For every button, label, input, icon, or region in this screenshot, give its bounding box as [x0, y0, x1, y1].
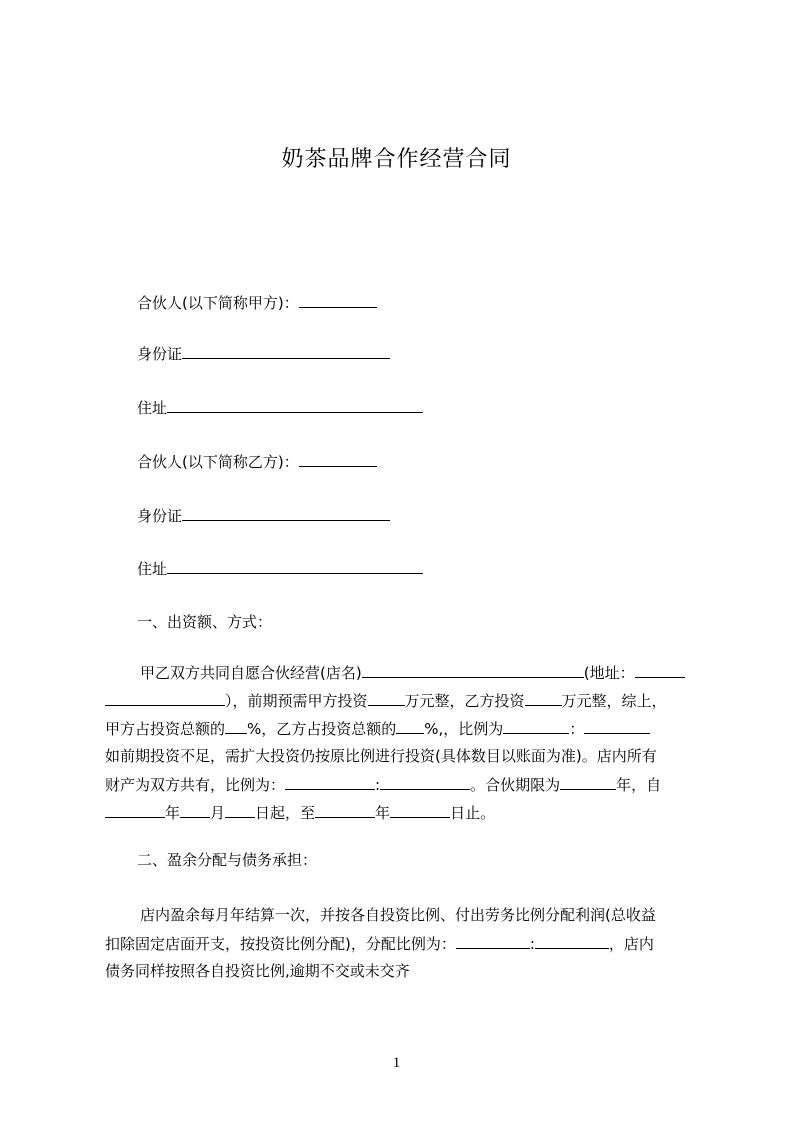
party-a-id-blank[interactable]: [182, 343, 390, 359]
section-1-line-3: 甲方占投资总额的 %，乙方占投资总额的 %,，比例为 ：: [105, 718, 650, 739]
party-a-address-blank[interactable]: [167, 397, 423, 413]
party-a-address-field: [137, 397, 423, 418]
party-a-amount-blank[interactable]: [368, 690, 405, 706]
section-1-paragraph: [105, 662, 705, 822]
party-a-id-field: [137, 343, 390, 364]
party-a-percent-blank[interactable]: [225, 718, 247, 734]
section-2-heading: 二、盈余分配与债务承担：: [137, 851, 318, 869]
address-blank[interactable]: [635, 662, 685, 678]
property-ratio-b-blank[interactable]: [380, 774, 470, 790]
start-day-blank[interactable]: [225, 802, 255, 818]
section-1-line-1: 甲乙双方共同自愿合伙经营(店名) (地址：: [140, 662, 685, 683]
section-1-line-6: 年 月 日起，至 年 日止。: [105, 802, 495, 823]
party-b-id-field: [137, 505, 390, 526]
party-a-address-label: 住址: [137, 399, 168, 417]
party-b-partner-field: [137, 451, 377, 472]
ratio-b-blank[interactable]: [584, 718, 650, 734]
section-1-line-2: ），前期预需甲方投资 万元整，乙方投资 万元整，综上，: [105, 690, 667, 711]
party-b-address-label: 住址: [137, 560, 168, 578]
party-b-percent-blank[interactable]: [396, 718, 424, 734]
start-month-blank[interactable]: [180, 802, 210, 818]
section-1-line-5: 财产为双方共有，比例为： : 。合伙期限为 年，自: [105, 776, 662, 794]
party-b-id-label: 身份证: [137, 507, 183, 525]
distribution-ratio-b-blank[interactable]: [535, 933, 609, 949]
party-b-address-field: [137, 558, 423, 579]
section-1-heading: 一、出资额、方式：: [137, 613, 273, 631]
section-2-line-1: 店内盈余每月年结算一次，并按各自投资比例、付出劳务比例分配利润(总收益: [140, 906, 656, 924]
end-year-blank[interactable]: [315, 802, 375, 818]
address-blank-cont[interactable]: [105, 690, 225, 706]
party-a-id-label: 身份证: [137, 345, 183, 363]
party-b-amount-blank[interactable]: [525, 690, 562, 706]
distribution-ratio-a-blank[interactable]: [456, 933, 530, 949]
end-day-blank[interactable]: [390, 802, 450, 818]
party-b-id-blank[interactable]: [182, 505, 390, 521]
section-2-line-2: 扣除固定店面开支，按投资比例分配)，分配比例为： : ，店内: [105, 935, 654, 953]
section-2-paragraph: [105, 905, 705, 985]
property-ratio-a-blank[interactable]: [285, 774, 375, 790]
party-b-address-blank[interactable]: [167, 558, 423, 574]
party-a-partner-label: 合伙人(以下简称甲方)：: [137, 294, 299, 312]
party-b-partner-label: 合伙人(以下简称乙方)：: [137, 453, 299, 471]
page-number: 1: [392, 1055, 401, 1071]
document-title: 奶茶品牌合作经营合同: [281, 147, 512, 172]
shop-name-blank[interactable]: [362, 662, 584, 678]
party-a-partner-blank[interactable]: [299, 292, 377, 308]
party-b-partner-blank[interactable]: [299, 451, 377, 467]
start-year-blank[interactable]: [105, 802, 165, 818]
section-2-line-3: 债务同样按照各自投资比例,逾期不交或未交齐: [105, 962, 410, 980]
ratio-a-blank[interactable]: [503, 718, 569, 734]
section-1-line-4: 如前期投资不足，需扩大投资仍按原比例进行投资(具体数目以账面为准)。店内所有: [105, 747, 657, 765]
party-a-partner-field: [137, 292, 377, 313]
term-years-blank[interactable]: [560, 774, 616, 790]
